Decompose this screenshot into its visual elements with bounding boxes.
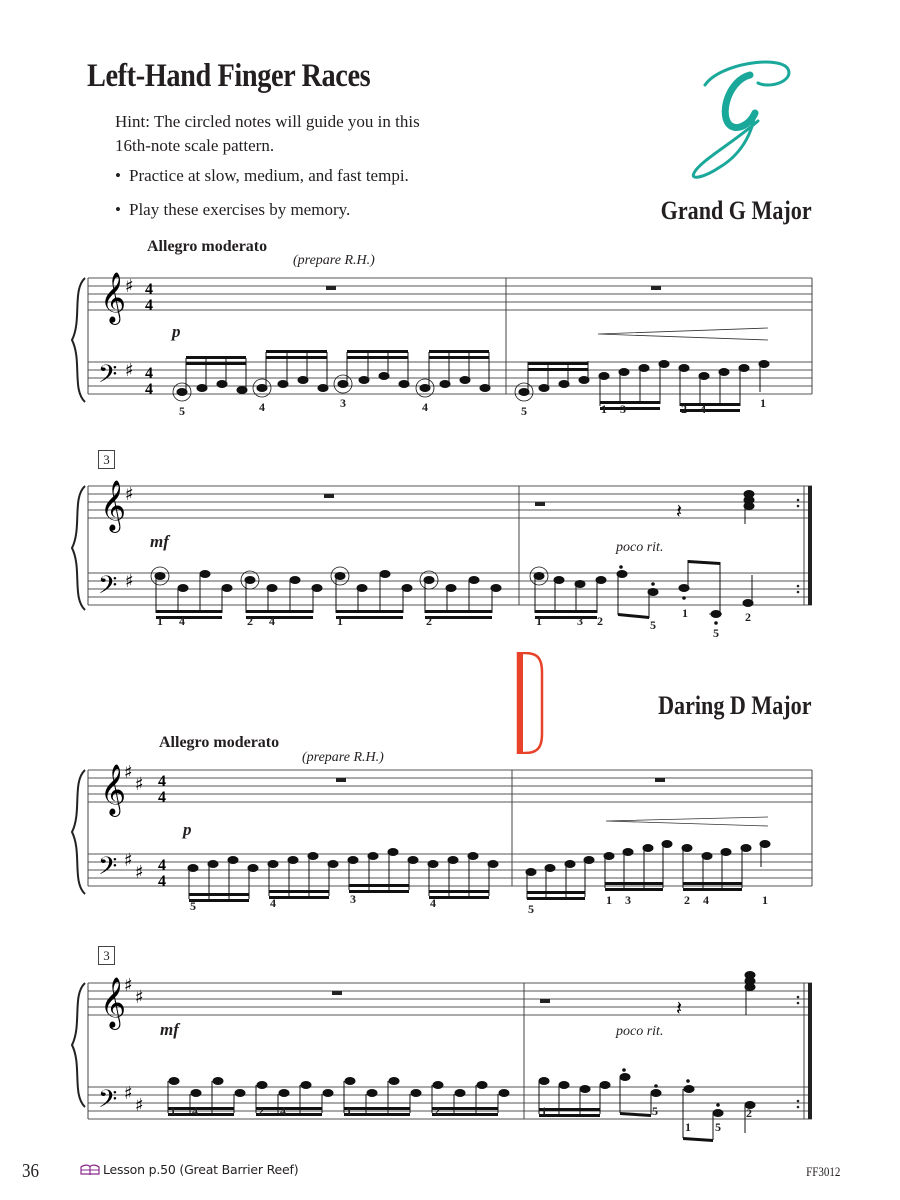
dynamic-marking: p xyxy=(172,322,181,341)
half-rest-icon xyxy=(535,502,545,506)
fingering: 5 xyxy=(179,404,185,418)
sharp-icon: ♯ xyxy=(124,850,133,871)
key-title-d-major: Daring D Major xyxy=(658,691,812,720)
fingering: 4 xyxy=(270,896,276,910)
fingering: 4 xyxy=(192,1104,198,1118)
bass-clef-icon: 𝄢 xyxy=(98,571,118,606)
brace-icon xyxy=(72,486,85,610)
music-system-g-2 xyxy=(0,478,900,628)
fingering: 4 xyxy=(700,402,706,416)
treble-staff xyxy=(88,278,812,310)
fingering: 2 xyxy=(684,893,690,907)
fingering: 3 xyxy=(350,892,356,906)
note-group xyxy=(515,361,589,401)
bullet-text: Play these exercises by memory. xyxy=(129,200,351,219)
fingering: 3 xyxy=(625,893,631,907)
fingering: 5 xyxy=(528,902,534,916)
page-title: Left-Hand Finger Races xyxy=(87,58,371,94)
fingering: 1 xyxy=(346,1104,352,1118)
fingering: 3 xyxy=(620,402,626,416)
note-group xyxy=(253,350,328,397)
fingering: 1 xyxy=(762,893,768,907)
fingering: 1 xyxy=(157,614,163,628)
bass-clef-icon: 𝄢 xyxy=(98,360,118,395)
tempo-change: poco rit. xyxy=(616,540,664,555)
final-barline xyxy=(808,983,812,1119)
note-group xyxy=(168,1078,245,1117)
note-group xyxy=(604,841,672,892)
whole-rest-icon xyxy=(324,494,334,498)
final-barline xyxy=(808,486,812,605)
music-system-d-2 xyxy=(0,975,900,1125)
sharp-icon: ♯ xyxy=(124,1083,133,1104)
crescendo-hairpin xyxy=(598,328,768,340)
whole-rest-icon xyxy=(326,286,336,290)
sharp-icon: ♯ xyxy=(125,360,134,381)
fingering: 4 xyxy=(280,1104,286,1118)
sharp-icon: ♯ xyxy=(125,276,134,297)
fingering: 5 xyxy=(521,404,527,418)
note-group xyxy=(682,845,751,892)
bullet-item xyxy=(115,164,409,188)
brace-icon xyxy=(72,983,85,1107)
fingering: 5 xyxy=(713,626,719,640)
svg-text:4: 4 xyxy=(158,873,166,890)
quarter-rest-icon: 𝄽 xyxy=(676,499,683,523)
svg-text:4: 4 xyxy=(158,857,166,874)
note-group xyxy=(420,571,501,619)
sharp-icon: ♯ xyxy=(124,975,133,996)
fingering: 5 xyxy=(652,1104,658,1118)
fingering: 2 xyxy=(258,1104,264,1118)
key-letter-g-icon xyxy=(680,55,800,185)
hint-text: Hint: The circled notes will guide you in this 16th-note scale pattern. xyxy=(115,112,420,155)
fingering: 1 xyxy=(536,614,542,628)
svg-text:4: 4 xyxy=(158,773,166,790)
fingering: 1 xyxy=(601,402,607,416)
note-group xyxy=(334,350,409,393)
half-rest-icon xyxy=(540,999,550,1003)
fingering: 5 xyxy=(715,1120,721,1134)
key-title-g-major: Grand G Major xyxy=(660,196,812,225)
sharp-icon: ♯ xyxy=(125,484,134,505)
fingering: 2 xyxy=(746,1106,752,1120)
fingering: 4 xyxy=(703,893,709,907)
music-system-d-1 xyxy=(0,762,900,912)
note-group xyxy=(331,567,412,619)
note-group xyxy=(151,567,232,619)
fingering: 4 xyxy=(269,614,275,628)
fingering: 5 xyxy=(650,618,656,632)
treble-clef-icon: 𝄞 xyxy=(100,480,127,531)
dynamic-marking: mf xyxy=(160,1020,179,1039)
book-icon xyxy=(80,1164,100,1176)
sharp-icon: ♯ xyxy=(125,571,134,592)
fingering: 1 xyxy=(685,1120,691,1134)
fingering: 4 xyxy=(259,400,265,414)
whole-rest-icon xyxy=(336,778,346,782)
treble-clef-icon: 𝄞 xyxy=(100,272,127,323)
fingering: 1 xyxy=(682,606,688,620)
rh-direction: (prepare R.H.) xyxy=(293,253,375,268)
bullet-glyph: • xyxy=(115,166,121,185)
fingering: 1 xyxy=(606,893,612,907)
fingering: 2 xyxy=(597,614,603,628)
tempo-marking: Allegro moderato xyxy=(147,238,268,255)
fingering: 2 xyxy=(681,402,687,416)
fingering: 1 xyxy=(337,614,343,628)
tempo-change: poco rit. xyxy=(616,1024,664,1039)
note-group xyxy=(530,567,606,619)
page-number: 36 xyxy=(22,1160,39,1182)
dynamic-marking: mf xyxy=(150,532,169,551)
fingering: 3 xyxy=(340,396,346,410)
brace-icon xyxy=(72,770,85,894)
fingering: 1 xyxy=(170,1104,176,1118)
fingering: 3 xyxy=(577,614,583,628)
note-group xyxy=(344,1078,421,1117)
svg-text:4: 4 xyxy=(145,365,153,382)
bass-clef-icon: 𝄢 xyxy=(98,852,118,887)
dynamic-marking: p xyxy=(183,820,192,839)
note-group xyxy=(188,857,258,903)
svg-text:4: 4 xyxy=(145,297,153,314)
note-group xyxy=(679,365,749,413)
fingering: 2 xyxy=(247,614,253,628)
note-group xyxy=(241,571,322,619)
measure-number: 3 xyxy=(98,450,115,469)
rh-direction: (prepare R.H.) xyxy=(302,750,384,765)
note-group xyxy=(416,350,490,397)
treble-clef-icon: 𝄞 xyxy=(100,764,127,815)
fingering: 1 xyxy=(760,396,766,410)
whole-rest-icon xyxy=(332,991,342,995)
lesson-reference-text: Lesson p.50 (Great Barrier Reef) xyxy=(103,1162,299,1177)
fingering: 1 xyxy=(541,1104,547,1118)
fingering: 2 xyxy=(745,610,751,624)
fingering: 4 xyxy=(179,614,185,628)
svg-text:4: 4 xyxy=(145,381,153,398)
bullet-text: Practice at slow, medium, and fast tempi. xyxy=(129,166,409,185)
fingering: 4 xyxy=(430,896,436,910)
sharp-icon: ♯ xyxy=(135,862,144,883)
sharp-icon: ♯ xyxy=(135,987,144,1008)
brace-icon xyxy=(72,278,85,402)
fingering: 5 xyxy=(190,899,196,913)
note-group xyxy=(348,849,418,894)
fingering: 4 xyxy=(422,400,428,414)
fingering: 2 xyxy=(426,614,432,628)
key-letter-d-icon xyxy=(515,652,545,754)
bass-clef-icon: 𝄢 xyxy=(98,1085,118,1120)
svg-text:4: 4 xyxy=(145,281,153,298)
crescendo-hairpin xyxy=(606,817,768,826)
whole-rest-icon xyxy=(655,778,665,782)
sharp-icon: ♯ xyxy=(135,1095,144,1116)
bullet-glyph: • xyxy=(115,200,121,219)
whole-rest-icon xyxy=(651,286,661,290)
book-code: FF3012 xyxy=(805,1164,840,1179)
bullet-item xyxy=(115,198,350,222)
note-group xyxy=(428,853,498,900)
note-group xyxy=(599,361,669,411)
sharp-icon: ♯ xyxy=(135,774,144,795)
measure-number: 3 xyxy=(98,946,115,965)
quarter-rest-icon: 𝄽 xyxy=(676,996,683,1020)
sharp-icon: ♯ xyxy=(124,762,133,783)
tempo-marking: Allegro moderato xyxy=(159,734,280,751)
fingering: 2 xyxy=(434,1104,440,1118)
treble-clef-icon: 𝄞 xyxy=(100,977,127,1028)
note-group xyxy=(268,853,338,900)
svg-text:4: 4 xyxy=(158,789,166,806)
lesson-reference xyxy=(80,1162,298,1177)
